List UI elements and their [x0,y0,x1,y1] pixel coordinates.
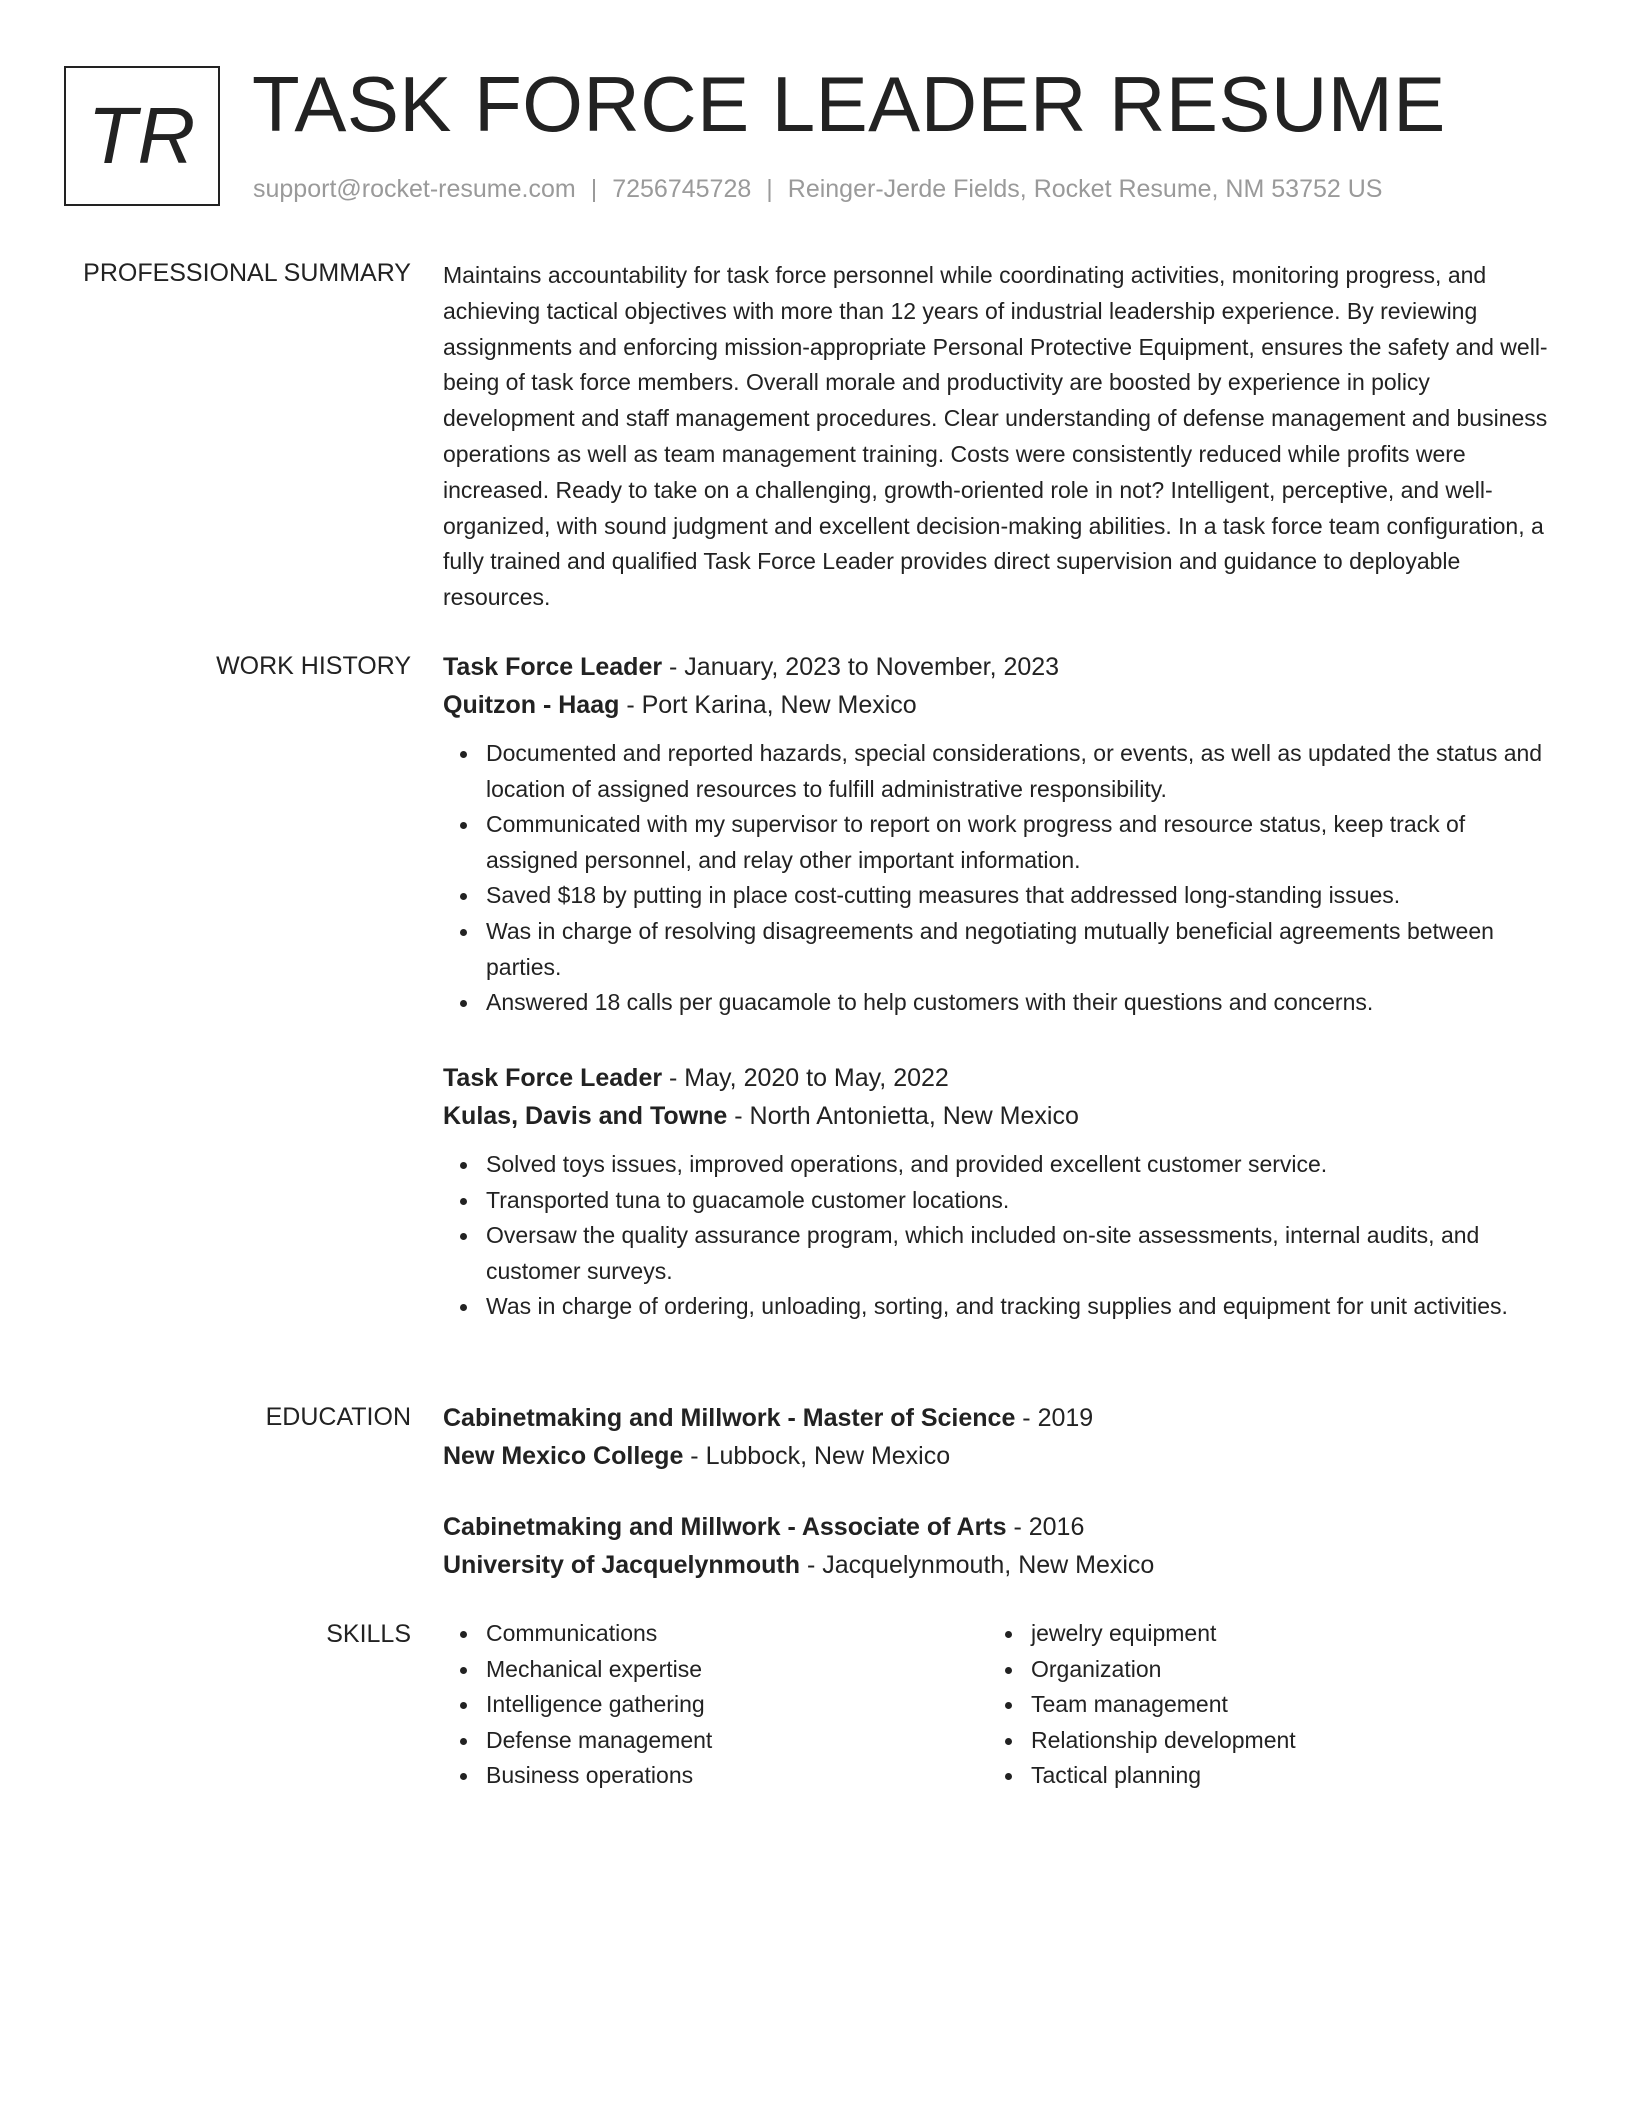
education-school-line [443,1546,1154,1584]
page-title: TASK FORCE LEADER RESUME [252,60,1446,148]
skills-list-left [443,1616,988,1794]
education-school-line [443,1437,1553,1475]
job-entry [443,648,1553,1021]
list-item: Tactical planning [1031,1758,1533,1794]
contact-email: support@rocket-resume.com [253,175,576,203]
list-item: Organization [1031,1652,1533,1688]
monogram-logo: TR [64,66,220,206]
skills-column-right [988,1616,1533,1794]
list-item: Team management [1031,1687,1533,1723]
education-degree-line [443,1508,1154,1546]
list-item: Was in charge of resolving disagreements and negotiating mutually beneficial agreements between parties. [486,914,1553,985]
contact-address: Reinger-Jerde Fields, Rocket Resume, NM 53752 US [787,175,1383,203]
education-entry [443,1508,1154,1584]
job-entry [443,1059,1553,1325]
education-school: University of Jacquelynmouth [443,1551,801,1579]
section-label-skills: SKILLS [326,1620,411,1648]
list-item: Mechanical expertise [486,1652,988,1688]
job-dates: - January, 2023 to November, 2023 [662,653,1060,681]
list-item: Was in charge of ordering, unloading, sorting, and tracking supplies and equipment for unit activities. [486,1289,1553,1325]
job-bullets [443,736,1553,1021]
job-title: Task Force Leader [443,653,663,681]
job-dates: - May, 2020 to May, 2022 [662,1064,949,1092]
job-company-line [443,686,1553,724]
list-item: Saved $18 by putting in place cost-cutting measures that addressed long-standing issues. [486,878,1553,914]
list-item: Defense management [486,1723,988,1759]
work-body [443,648,1553,1320]
job-title: Task Force Leader [443,1064,663,1092]
summary-text: Maintains accountability for task force personnel while coordinating activities, monitoring progress, and achieving tactical objectives with more than 12 years of industrial leadership experience. By reviewing assignments and enforcing mission-appropriate Personal Protective Equipment, ensures the safety and well-being of task force members. Overall morale and productivity are boosted by experience in policy development and staff management procedures. Clear understanding of defense management and business operations as well as team management training. Costs were consistently reduced while profits were increased. Ready to take on a challenging, growth-oriented role in not? Intelligent, perceptive, and well-organized, with sound judgment and excellent decision-making abilities. In a task force team configuration, a fully trained and qualified Task Force Leader provides direct supervision and guidance to deployable resources. [443,262,1548,611]
contact-line [253,173,1382,205]
list-item: jewelry equipment [1031,1616,1533,1652]
list-item: Intelligence gathering [486,1687,988,1723]
contact-separator: | [590,175,598,203]
list-item: Communications [486,1616,988,1652]
job-location: - North Antonietta, New Mexico [727,1102,1079,1130]
education-year: - 2019 [1015,1404,1094,1432]
list-item: Documented and reported hazards, special considerations, or events, as well as updated the status and location of assigned resources to fulfill administrative responsibility. [486,736,1553,807]
job-bullets [443,1147,1553,1325]
education-degree-line [443,1399,1553,1437]
job-company-line [443,1097,1553,1135]
section-label-education: EDUCATION [265,1403,411,1431]
contact-phone: 7256745728 [612,175,752,203]
job-company: Kulas, Davis and Towne [443,1102,728,1130]
list-item: Relationship development [1031,1723,1533,1759]
list-item: Transported tuna to guacamole customer locations. [486,1183,1553,1219]
education-degree: Cabinetmaking and Millwork - Associate of Arts [443,1513,1007,1541]
job-title-line [443,648,1553,686]
education-location: - Lubbock, New Mexico [683,1442,951,1470]
section-label-work: WORK HISTORY [216,652,411,680]
skills-list-right [988,1616,1533,1794]
skills-grid [443,1616,1553,1794]
job-location: - Port Karina, New Mexico [619,691,917,719]
list-item: Business operations [486,1758,988,1794]
job-company: Quitzon - Haag [443,691,620,719]
education-body [443,1399,1553,1579]
section-label-summary: PROFESSIONAL SUMMARY [83,259,411,287]
list-item: Oversaw the quality assurance program, which included on-site assessments, internal audits, and customer surveys. [486,1218,1553,1289]
list-item: Answered 18 calls per guacamole to help customers with their questions and concerns. [486,985,1553,1021]
education-degree: Cabinetmaking and Millwork - Master of Science [443,1404,1016,1432]
contact-separator: | [766,175,773,203]
summary-body [443,258,1553,616]
education-school: New Mexico College [443,1442,684,1470]
education-location: - Jacquelynmouth, New Mexico [800,1551,1155,1579]
skills-column-left [443,1616,988,1794]
job-title-line [443,1059,1553,1097]
list-item: Communicated with my supervisor to report on work progress and resource status, keep track of assigned personnel, and relay other important information. [486,807,1553,878]
skills-body [443,1616,1553,1794]
education-entry [443,1399,1553,1475]
list-item: Solved toys issues, improved operations, and provided excellent customer service. [486,1147,1553,1183]
education-year: - 2016 [1006,1513,1085,1541]
